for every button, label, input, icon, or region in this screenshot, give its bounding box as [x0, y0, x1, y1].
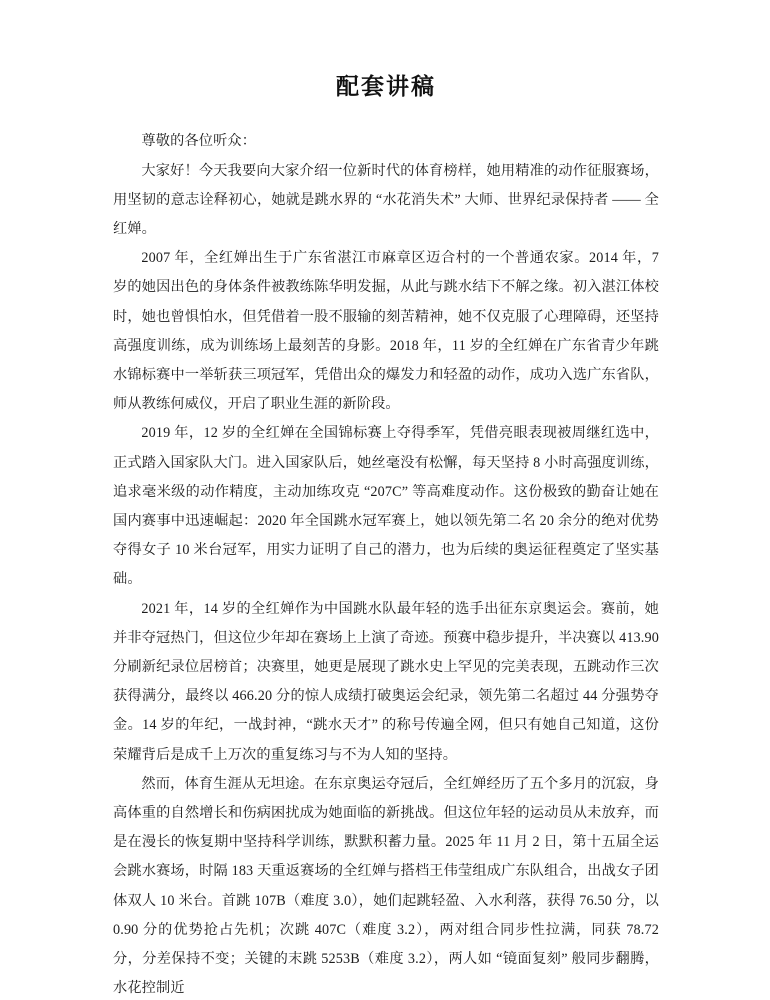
paragraph-early-life: 2007 年，全红婵出生于广东省湛江市麻章区迈合村的一个普通农家。2014 年，7 岁的她因出色的身体条件被教练陈华明发掘，从此与跳水结下不解之缘。初入湛江体校时，她也曾惧怕水，但凭借着一股不服输的刻苦精神，她不仅克服了心理障碍，还坚持高强度训练，成为训练场上最刻苦的身影。2018 年，11 岁的全红婵在广东省青少年跳水锦标赛中一举斩获三项冠军，凭借出众的爆发力和轻盈的动作，成功入选广东省队，师从教练何威仪，开启了职业生涯的新阶段。 [113, 250, 659, 413]
document-body [113, 70, 659, 1000]
paragraph-intro: 大家好！今天我要向大家介绍一位新时代的体育榜样，她用精准的动作征服赛场，用坚韧的意志诠释初心，她就是跳水界的 “水花消失术” 大师、世界纪录保持者 —— 全红婵。 [113, 162, 659, 237]
paragraph-tokyo-olympics: 2021 年，14 岁的全红婵作为中国跳水队最年轻的选手出征东京奥运会。赛前，她并非夺冠热门，但这位少年却在赛场上上演了奇迹。预赛中稳步提升，半决赛以 413.90 分刷新纪录位居榜首；决赛里，她更是展现了跳水史上罕见的完美表现，五跳动作三次获得满分，最终以 466.20 分的惊人成绩打破奥运会纪录，领先第二名超过 44 分强势夺金。14 岁的年纪，一战封神，“跳水天才” 的称号传遍全网，但只有她自己知道，这份荣耀背后是成千上万次的重复练习与不为人知的坚持。 [113, 600, 659, 763]
page-title: 配套讲稿 [336, 74, 436, 99]
paragraph-salutation: 尊敬的各位听众： [141, 133, 257, 150]
paragraph-national-team: 2019 年，12 岁的全红婵在全国锦标赛上夺得季军，凭借亮眼表现被周继红选中，正式踏入国家队大门。进入国家队后，她丝毫没有松懈，每天坚持 8 小时高强度训练，追求毫米级的动作精度，主动加练攻克 “207C” 等高难度动作。这份极致的勤奋让她在国内赛事中迅速崛起：2020 年全国跳水冠军赛上，她以领先第二名 20 余分的绝对优势夺得女子 10 米台冠军，用实力证明了自己的潜力，也为后续的奥运征程奠定了坚实基础。 [113, 425, 659, 588]
paragraph-comeback: 然而，体育生涯从无坦途。在东京奥运夺冠后，全红婵经历了五个多月的沉寂，身高体重的自然增长和伤病困扰成为她面临的新挑战。但这位年轻的运动员从未放弃，而是在漫长的恢复期中坚持科学训练，默默积蓄力量。2025 年 11 月 2 日，第十五届全运会跳水赛场，时隔 183 天重返赛场的全红婵与搭档王伟莹组成广东队组合，出战女子团体双人 10 米台。首跳 107B（难度 3.0），她们起跳轻盈、入水利落，获得 76.50 分，以 0.90 分的优势抢占先机；次跳 407C（难度 3.2），两对组合同步性拉满，同获 78.72 分，分差保持不变；关键的末跳 5253B（难度 3.2），两人如 “镜面复刻” 般同步翻腾，水花控制近 [113, 775, 659, 997]
